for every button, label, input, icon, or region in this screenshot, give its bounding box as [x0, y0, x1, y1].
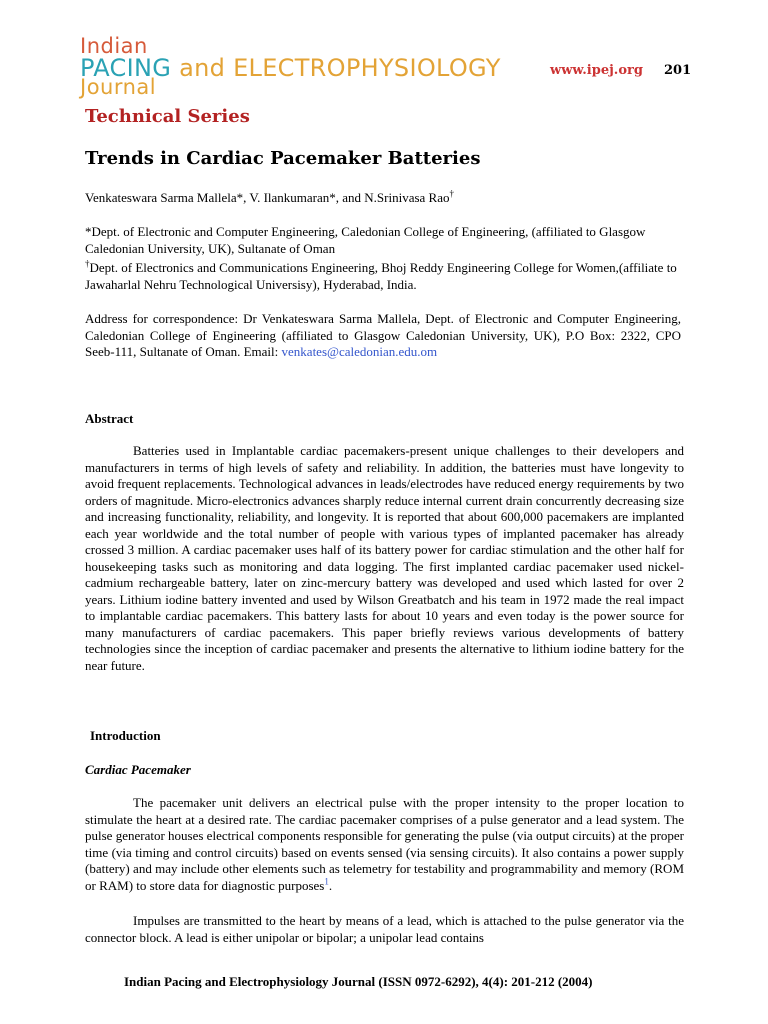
logo-pacing-word: PACING [80, 54, 172, 82]
journal-footer: Indian Pacing and Electrophysiology Journal (ISSN 0972-6292), 4(4): 201-212 (2004) [124, 974, 593, 989]
logo-electrophysiology-word: ELECTROPHYSIOLOGY [233, 54, 501, 82]
page-number: 201 [664, 63, 692, 78]
affiliation-2-text: Dept. of Electronics and Communications Engineering, Bhoj Reddy Engineering College for Women,(affiliate to Jawaharlal Nehru Technological Universisy), Hyderabad, India. [85, 260, 677, 292]
introduction-heading: Introduction [90, 728, 161, 743]
author-names: Venkateswara Sarma Mallela*, V. Ilankumaran*, and N.Srinivasa Rao [85, 190, 450, 205]
series-label: Technical Series [85, 106, 250, 127]
intro-paragraph-2: Impulses are transmitted to the heart by means of a lead, which is attached to the pulse generator via the connector block. A lead is either unipolar or bipolar; a unipolar lead contains [85, 913, 684, 945]
correspondence-text: Address for correspondence: Dr Venkateswara Sarma Mallela, Dept. of Electronic and Computer Engineering, Caledonian College of Engineering (affiliated to Glasgow Caledonian University, UK), P.O Box: 2322, CPO Seeb-111, Sultanate of Oman. Email: [85, 311, 681, 359]
intro-paragraph-1-end: . [328, 877, 333, 893]
abstract-heading: Abstract [85, 411, 134, 426]
author-list [85, 190, 454, 207]
author-dagger: † [449, 188, 455, 199]
cardiac-pacemaker-subheading: Cardiac Pacemaker [85, 762, 191, 777]
abstract-body: Batteries used in Implantable cardiac pacemakers-present unique challenges to their developers and manufacturers in terms of high levels of safety and reliability. In addition, the batteries must have longevity to avoid frequent replacements. Technological advances in leads/electrodes have reduced energy requirements by two orders of magnitude. Micro-electronics advances sharply reduce internal current drain concurrently decreasing size and increasing functionality, reliability, and longevity. It is reported that about 600,000 pacemakers are implanted each year worldwide and the total number of people with various types of implanted pacemaker has already crossed 3 million. A cardiac pacemaker uses half of its battery power for cardiac stimulation and the other half for housekeeping tasks such as monitoring and data logging. The first implanted cardiac pacemaker used nickel-cadmium rechargeable battery, later on zinc-mercury battery was developed and used which lasted for over 2 years. Lithium iodine battery invented and used by Wilson Greatbatch and his team in 1972 made the real impact to implantable cardiac pacemakers. This battery lasts for about 10 years and even today is the power source for many manufacturers of cardiac pacemakers. This paper briefly reviews various developments of battery technologies since the inception of cardiac pacemaker and presents the alternative to lithium iodine battery for the near future. [85, 443, 684, 673]
citation-link[interactable]: 1 [324, 876, 329, 887]
intro-paragraph-1-text: The pacemaker unit delivers an electrical pulse with the proper intensity to the proper location to stimulate the heart at a desired rate. The cardiac pacemaker comprises of a pulse generator and a lead system. The pulse generator houses electrical components responsible for generating the pulse (via output circuits) at the proper time (via timing and control circuits) based on events sensed (via sensing circuits). It also contains a power supply (battery) and may include other elements such as telemetry for testability and programmability and memory (ROM or RAM) to store data for diagnostic purposes [85, 795, 684, 893]
intro-paragraph-1 [85, 795, 684, 894]
affiliation-2 [85, 260, 681, 293]
affiliation-dagger: † [85, 258, 90, 269]
paper-title: Trends in Cardiac Pacemaker Batteries [85, 148, 481, 169]
journal-logo-journal: Journal [80, 75, 157, 99]
journal-logo-indian: Indian [80, 34, 148, 58]
logo-and-word: and [179, 54, 226, 82]
journal-url-link[interactable]: www.ipej.org [550, 63, 643, 78]
affiliation-1: *Dept. of Electronic and Computer Engineering, Caledonian College of Engineering, (affiliated to Glasgow Caledonian University, UK), Sultanate of Oman [85, 224, 646, 256]
correspondence-address [85, 311, 681, 361]
email-link[interactable]: venkates@caledonian.edu.om [281, 344, 438, 359]
